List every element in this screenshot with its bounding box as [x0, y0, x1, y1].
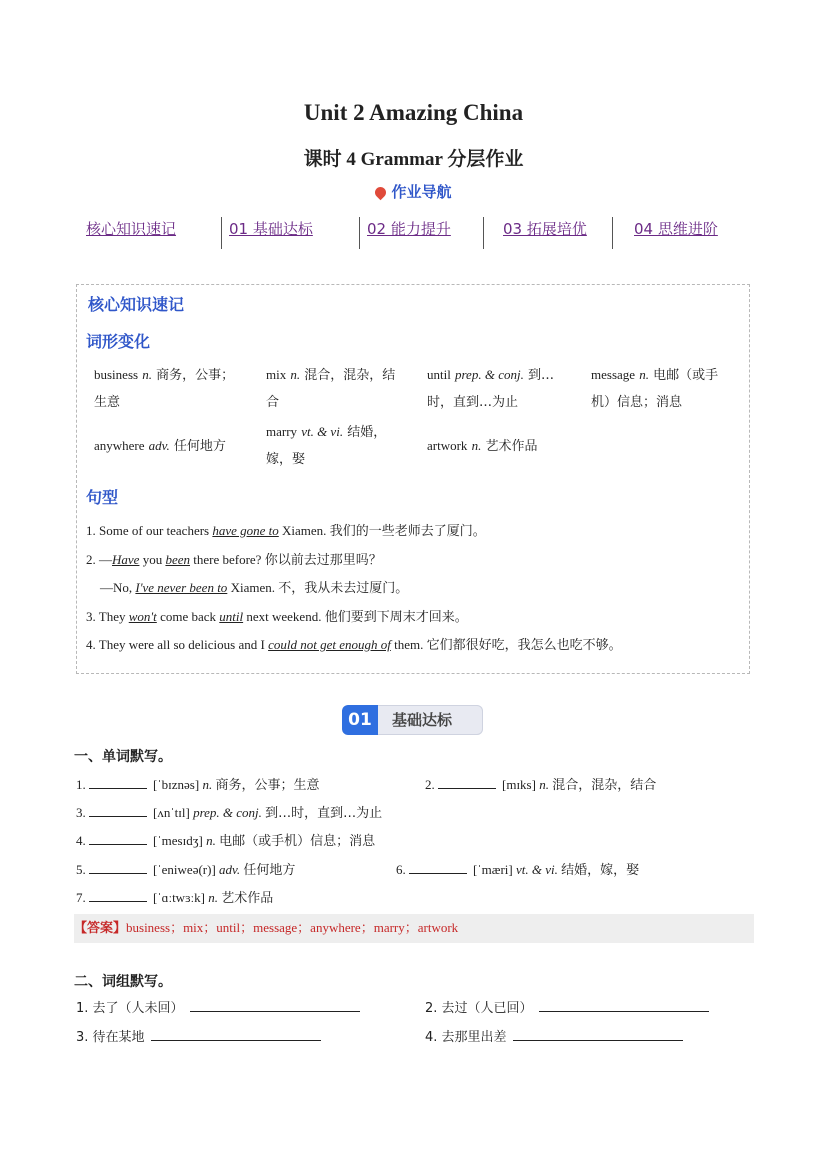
phrase-item-2: 2. 去过（人已回） — [425, 999, 709, 1018]
answer-blank[interactable] — [89, 889, 147, 902]
nav-link-04[interactable]: 04 思维进阶 — [634, 220, 718, 238]
vocab-item: business n. 商务，公事； 生意 — [94, 367, 235, 410]
answer-blank[interactable] — [89, 832, 147, 845]
nav-separator — [612, 217, 613, 249]
part1-heading: 一、单词默写。 — [74, 749, 172, 765]
nav-heading-label: 作业导航 — [391, 183, 452, 201]
sentence-1: 1. Some of our teachers have gone to Xiamen. 我们的一些老师去了厦门。 — [86, 523, 486, 539]
sentence-2: 2. —Have you been there before? 你以前去过那里吗？ — [86, 552, 382, 568]
phrase-item-1: 1. 去了（人未回） — [76, 999, 360, 1018]
answer-blank[interactable] — [89, 861, 147, 874]
phrase-item-4: 4. 去那里出差 — [425, 1028, 683, 1047]
dictation-item-2: 2. [mɪks] n. 混合，混杂，结合 — [425, 777, 657, 793]
answer-bar — [74, 914, 754, 943]
part2-heading: 二、词组默写。 — [74, 974, 172, 990]
vocab-item: artwork n. 艺术作品 — [427, 438, 538, 454]
badge-number: 01 — [342, 705, 378, 735]
answer-blank[interactable] — [89, 804, 147, 817]
dictation-item-1: 1. [ˈbɪznəs] n. 商务，公事；生意 — [76, 777, 320, 793]
core-box-title: 核心知识速记 — [88, 295, 185, 314]
answer-blank[interactable] — [190, 999, 360, 1012]
location-pin-icon — [373, 185, 389, 201]
badge-label: 基础达标 — [392, 711, 453, 729]
answer-text: business；mix；until；message；anywhere；marry；artwork — [126, 920, 459, 935]
answer-blank[interactable] — [89, 776, 147, 789]
vocab-item: anywhere adv. 任何地方 — [94, 438, 226, 454]
answer-blank[interactable] — [513, 1028, 683, 1041]
sentence-heading: 句型 — [86, 488, 119, 507]
nav-link-02[interactable]: 02 能力提升 — [367, 220, 451, 238]
sentence-2-reply: —No, I've never been to Xiamen. 不，我从未去过厦门。 — [100, 580, 409, 596]
nav-link-01[interactable]: 01 基础达标 — [229, 220, 313, 238]
phrase-item-3: 3. 待在某地 — [76, 1028, 321, 1047]
dictation-item-5: 5. [ˈeniweə(r)] adv. 任何地方 — [76, 862, 296, 878]
sentence-3: 3. They won't come back until next weekend. 他们要到下周末才回来。 — [86, 609, 468, 625]
nav-separator — [483, 217, 484, 249]
nav-heading — [0, 181, 827, 202]
vocab-item: mix n. 混合，混杂，结 合 — [266, 367, 396, 410]
answer-blank[interactable] — [539, 999, 709, 1012]
answer-blank[interactable] — [409, 861, 467, 874]
vocab-item: message n. 电邮（或手 机）信息；消息 — [591, 367, 719, 410]
nav-link-core[interactable]: 核心知识速记 — [86, 220, 177, 238]
answer-blank[interactable] — [438, 776, 496, 789]
section-badge-01 — [342, 705, 483, 735]
vocab-heading: 词形变化 — [86, 332, 151, 351]
dictation-item-7: 7. [ˈɑːtwɜːk] n. 艺术作品 — [76, 890, 274, 906]
nav-link-03[interactable]: 03 拓展培优 — [503, 220, 587, 238]
vocab-item: until prep. & conj. 到… 时，直到…为止 — [427, 367, 554, 410]
dictation-item-3: 3. [ʌnˈtɪl] prep. & conj. 到…时，直到…为止 — [76, 805, 383, 821]
vocab-item: marry vt. & vi. 结婚， 嫁，娶 — [266, 424, 387, 467]
nav-separator — [359, 217, 360, 249]
unit-title: Unit 2 Amazing China — [303, 100, 524, 125]
answer-tag: 【答案】 — [74, 921, 127, 936]
dictation-item-4: 4. [ˈmesɪdʒ] n. 电邮（或手机）信息；消息 — [76, 833, 376, 849]
dictation-item-6: 6. [ˈmæri] vt. & vi. 结婚，嫁，娶 — [396, 862, 640, 878]
answer-blank[interactable] — [151, 1028, 321, 1041]
sentence-4: 4. They were all so delicious and I could not get enough of them. 它们都很好吃，我怎么也吃不够。 — [86, 637, 622, 653]
lesson-title: 课时 4 Grammar 分层作业 — [303, 149, 524, 170]
nav-separator — [221, 217, 222, 249]
